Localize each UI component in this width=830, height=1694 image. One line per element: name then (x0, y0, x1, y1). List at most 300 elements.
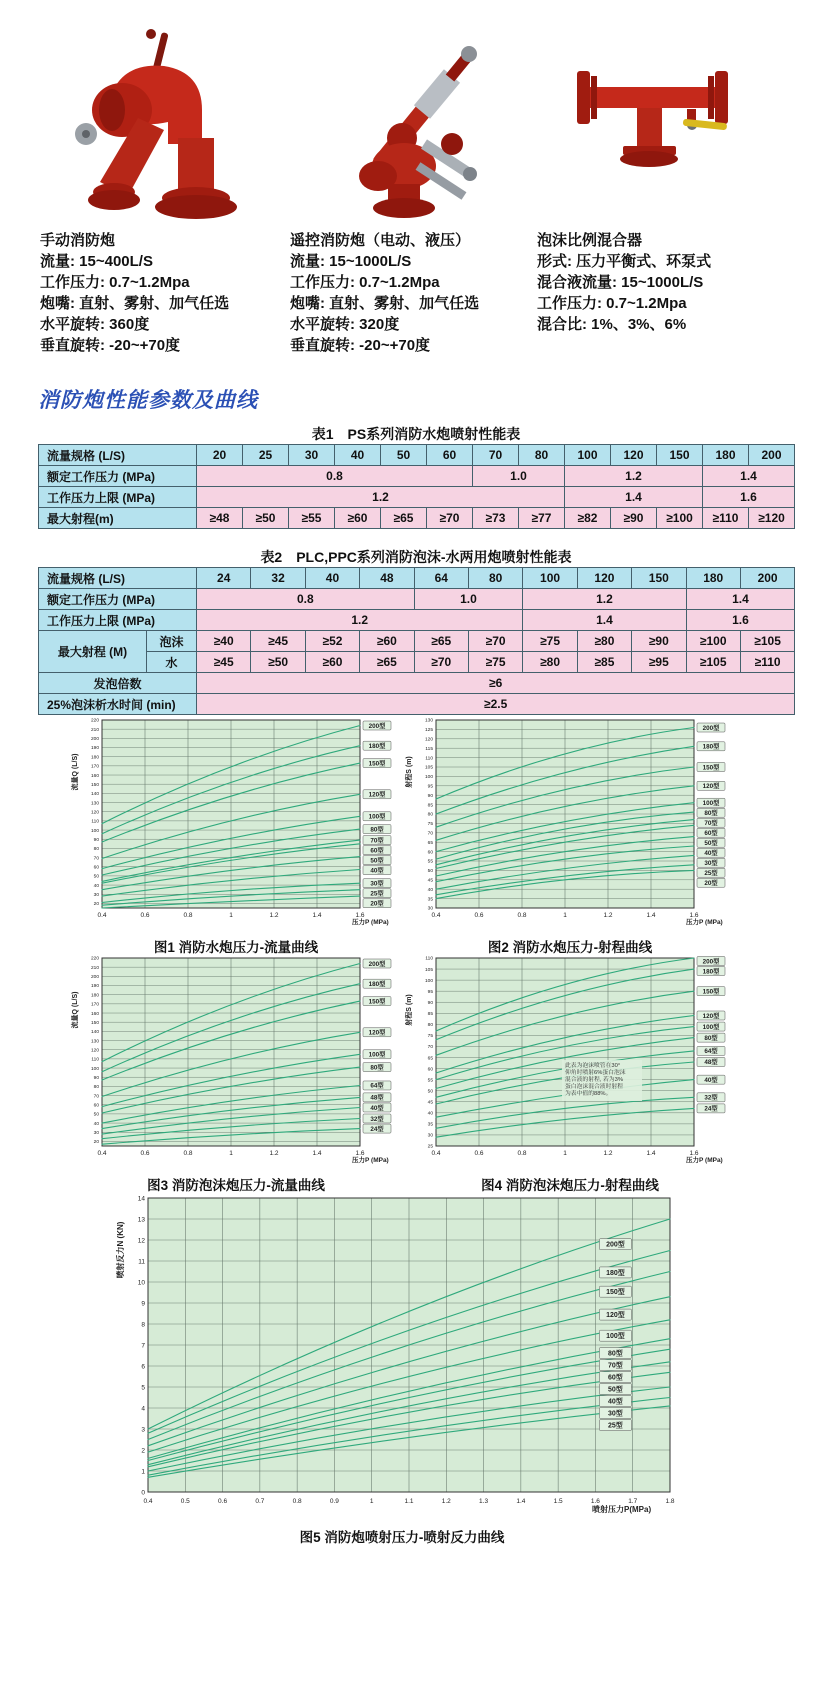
table-cell: ≥45 (251, 631, 305, 652)
table-cell: 25 (243, 445, 289, 466)
y-tick-label: 13 (137, 1216, 145, 1224)
table-cell: ≥48 (197, 508, 243, 529)
series-label: 64型 (370, 1082, 384, 1090)
x-tick-label: 1 (229, 912, 233, 919)
row-label: 额定工作压力 (MPa) (39, 466, 197, 487)
y-tick-label: 130 (424, 718, 433, 724)
y-tick-label: 8 (141, 1321, 145, 1329)
product-spec-line: 水平旋转: 320度 (290, 316, 400, 333)
series-label: 50型 (608, 1386, 623, 1394)
remote-fire-monitor-photo (290, 22, 538, 230)
series-label: 150型 (368, 760, 386, 768)
table-cell: ≥60 (305, 652, 359, 673)
table-row (39, 445, 795, 466)
table-cell: ≥73 (473, 508, 519, 529)
annotation-line: 此表为泡沫喷管在30° (565, 1063, 621, 1070)
y-tick-label: 180 (90, 993, 99, 999)
y-tick-label: 150 (90, 1020, 99, 1026)
y-tick-label: 40 (427, 1111, 433, 1117)
y-tick-label: 11 (138, 1258, 145, 1266)
table-cell: ≥100 (686, 631, 740, 652)
y-tick-label: 150 (90, 782, 99, 788)
y-tick-label: 30 (427, 906, 433, 912)
y-tick-label: 60 (427, 850, 433, 856)
series-label: 40型 (704, 849, 718, 857)
fig5-plot (112, 1188, 692, 1518)
series-label: 60型 (608, 1374, 623, 1382)
product-spec-line: 水平旋转: 360度 (40, 316, 150, 333)
table-cell: 80 (468, 568, 522, 589)
table-cell: ≥60 (360, 631, 414, 652)
manual-fire-monitor-photo (40, 22, 288, 230)
table-cell: ≥70 (427, 508, 473, 529)
x-tick-label: 1.2 (269, 912, 279, 919)
product-spec-line: 流量: 15~400L/S (40, 253, 153, 270)
y-tick-label: 110 (425, 956, 433, 962)
table-cell: ≥6 (197, 673, 795, 694)
fig1-caption: 图1 消防水炮压力-流量曲线 (153, 940, 319, 955)
table-cell: ≥85 (577, 652, 631, 673)
y-tick-label: 4 (141, 1405, 145, 1413)
x-tick-label: 0.6 (474, 912, 484, 919)
y-tick-label: 5 (141, 1384, 145, 1392)
y-axis-label: 射程S (m) (406, 756, 413, 788)
row-label: 发泡倍数 (39, 673, 197, 694)
x-tick-label: 1 (563, 1150, 567, 1157)
figure-1 (66, 714, 406, 956)
y-tick-label: 1 (141, 1468, 145, 1476)
series-label: 64型 (704, 1048, 718, 1056)
y-tick-label: 90 (427, 1000, 433, 1006)
x-tick-label: 0.6 (218, 1498, 228, 1505)
table-row (39, 487, 795, 508)
product-specs (40, 251, 288, 356)
table-cell: 1.2 (523, 589, 686, 610)
product-spec-line: 形式: 压力平衡式、环泵式 (537, 253, 712, 270)
series-label: 180型 (368, 980, 386, 988)
series-label: 60型 (370, 847, 384, 855)
y-tick-label: 35 (427, 1122, 433, 1128)
y-axis-label: 射程S (m) (406, 994, 413, 1026)
series-label: 120型 (702, 1012, 720, 1020)
y-tick-label: 100 (90, 828, 99, 834)
table-cell: 0.8 (197, 466, 473, 487)
table-cell: ≥65 (414, 631, 468, 652)
x-tick-label: 1.2 (603, 912, 613, 919)
series-label: 180型 (702, 743, 720, 751)
table-cell: 48 (360, 568, 414, 589)
x-tick-label: 1.5 (553, 1498, 563, 1505)
table-cell: ≥2.5 (197, 694, 795, 715)
product-specs (537, 251, 785, 335)
y-tick-label: 200 (90, 737, 99, 743)
series-label: 70型 (370, 837, 384, 845)
y-tick-label: 140 (90, 792, 99, 798)
table-row (39, 589, 795, 610)
row-label: 额定工作压力 (MPa) (39, 589, 197, 610)
row-label: 25%泡沫析水时间 (min) (39, 694, 197, 715)
table-cell: ≥52 (305, 631, 359, 652)
section-title: 消防炮性能参数及曲线 (38, 389, 258, 412)
table-cell: 1.0 (473, 466, 565, 487)
table-cell: ≥50 (251, 652, 305, 673)
table-cell: 1.2 (197, 487, 565, 508)
table-cell: ≥60 (335, 508, 381, 529)
table-cell: ≥70 (468, 631, 522, 652)
y-tick-label: 90 (93, 1075, 99, 1081)
y-tick-label: 120 (90, 810, 99, 816)
table-row (39, 673, 795, 694)
x-tick-label: 1.7 (628, 1498, 638, 1505)
x-tick-label: 0.5 (180, 1498, 190, 1505)
x-axis-label: 喷射压力P(MPa) (592, 1505, 652, 1514)
row-label: 流量规格 (L/S) (39, 568, 197, 589)
x-tick-label: 1.6 (689, 912, 699, 919)
x-tick-label: 1.2 (441, 1498, 451, 1505)
y-tick-label: 65 (427, 840, 433, 846)
annotation-line: 蛋白泡沫混合液时射程 (565, 1084, 623, 1091)
y-tick-label: 80 (93, 1085, 99, 1091)
figure-4 (400, 952, 740, 1194)
table-cell: 1.6 (686, 610, 795, 631)
fig3-caption: 图3 消防泡沫炮压力-流量曲线 (147, 1178, 325, 1193)
annotation-line: 仰角时喷射6%蛋白泡沫 (565, 1070, 626, 1077)
series-label: 40型 (608, 1398, 623, 1406)
y-tick-label: 100 (424, 775, 433, 781)
row-label: 流量规格 (L/S) (39, 445, 197, 466)
x-tick-label: 0.9 (329, 1498, 339, 1505)
table-cell: 1.2 (565, 466, 703, 487)
series-label: 80型 (370, 1064, 384, 1072)
x-tick-label: 0.8 (292, 1498, 302, 1505)
y-tick-label: 100 (424, 978, 433, 984)
table-row (39, 610, 795, 631)
table-cell: 200 (749, 445, 795, 466)
series-label: 150型 (702, 764, 720, 772)
table-cell: 0.8 (197, 589, 415, 610)
series-label: 150型 (702, 988, 720, 996)
y-tick-label: 50 (93, 1112, 99, 1118)
table-cell: 200 (740, 568, 794, 589)
table-row (39, 508, 795, 529)
table-cell: ≥110 (740, 652, 794, 673)
series-label: 40型 (704, 1076, 718, 1084)
table-cell: 40 (305, 568, 359, 589)
y-tick-label: 20 (93, 1140, 99, 1146)
y-tick-label: 200 (90, 975, 99, 981)
series-label: 60型 (704, 829, 718, 837)
table-cell: ≥50 (243, 508, 289, 529)
table-cell: 30 (289, 445, 335, 466)
y-tick-label: 3 (141, 1426, 145, 1434)
series-label: 40型 (370, 867, 384, 875)
x-tick-label: 0.6 (474, 1150, 484, 1157)
series-label: 25型 (704, 869, 718, 877)
y-tick-label: 120 (90, 1048, 99, 1054)
x-tick-label: 1.2 (269, 1150, 279, 1157)
table-row (39, 652, 795, 673)
y-tick-label: 55 (427, 1078, 433, 1084)
table-cell: ≥45 (197, 652, 251, 673)
table-cell: 70 (473, 445, 519, 466)
y-tick-label: 120 (424, 737, 433, 743)
y-tick-label: 95 (427, 784, 433, 790)
y-tick-label: 210 (90, 965, 99, 971)
x-tick-label: 1.4 (516, 1498, 526, 1505)
y-tick-label: 9 (141, 1300, 145, 1308)
series-label: 80型 (704, 809, 718, 817)
foam-proportioner-photo (537, 22, 785, 230)
y-tick-label: 80 (427, 812, 433, 818)
y-tick-label: 12 (137, 1237, 145, 1245)
series-label: 32型 (370, 1115, 384, 1123)
table-cell: ≥75 (523, 631, 577, 652)
y-tick-label: 130 (90, 1039, 99, 1045)
y-tick-label: 30 (93, 1130, 99, 1136)
x-tick-label: 0.4 (431, 912, 441, 919)
series-label: 50型 (370, 857, 384, 865)
series-label: 120型 (606, 1312, 625, 1320)
product-spec-line: 炮嘴: 直射、雾射、加气任选 (290, 295, 480, 312)
series-label: 48型 (704, 1059, 718, 1067)
y-tick-label: 65 (427, 1056, 433, 1062)
product-specs (290, 251, 538, 356)
foam-proportioner-drawing (549, 51, 774, 201)
y-tick-label: 0 (141, 1489, 145, 1497)
y-tick-label: 50 (427, 1089, 433, 1095)
table-cell: ≥80 (577, 631, 631, 652)
fig4-plot (400, 952, 740, 1166)
table-cell: ≥65 (360, 652, 414, 673)
y-tick-label: 35 (427, 897, 433, 903)
series-label: 24型 (704, 1105, 718, 1113)
y-tick-label: 190 (90, 984, 99, 990)
table-cell: ≥70 (414, 652, 468, 673)
y-tick-label: 90 (93, 837, 99, 843)
table-cell: 100 (523, 568, 577, 589)
x-tick-label: 1.4 (312, 1150, 322, 1157)
x-tick-label: 1.3 (479, 1498, 489, 1505)
table-cell: 32 (251, 568, 305, 589)
y-tick-label: 7 (141, 1342, 145, 1350)
y-axis-label: 喷射反力N (KN) (116, 1221, 125, 1279)
table-cell: 1.4 (686, 589, 795, 610)
x-tick-label: 1.2 (603, 1150, 613, 1157)
fig4-caption: 图4 消防泡沫炮压力-射程曲线 (481, 1178, 659, 1193)
product-card-1 (40, 22, 288, 356)
series-label: 100型 (368, 1051, 386, 1059)
fig5-caption: 图5 消防炮喷射压力-喷射反力曲线 (299, 1530, 505, 1545)
y-tick-label: 60 (93, 865, 99, 871)
series-label: 100型 (368, 813, 386, 821)
x-tick-label: 0.8 (183, 1150, 193, 1157)
table2-wrap (38, 567, 794, 715)
series-label: 40型 (370, 1104, 384, 1112)
x-tick-label: 1 (229, 1150, 233, 1157)
series-label: 32型 (704, 1094, 718, 1102)
fig2-plot (400, 714, 740, 928)
series-label: 20型 (370, 900, 384, 908)
table-cell: ≥100 (657, 508, 703, 529)
series-label: 24型 (370, 1125, 384, 1133)
y-tick-label: 60 (427, 1067, 433, 1073)
series-label: 100型 (606, 1333, 625, 1341)
annotation-line: 混合液的射程, 若为3% (565, 1077, 623, 1084)
y-tick-label: 125 (424, 728, 433, 734)
table-cell: ≥82 (565, 508, 611, 529)
table-cell: ≥90 (611, 508, 657, 529)
table-cell: 80 (519, 445, 565, 466)
y-tick-label: 70 (427, 1045, 433, 1051)
row-label: 工作压力上限 (MPa) (39, 610, 197, 631)
series-label: 25型 (608, 1422, 623, 1430)
y-tick-label: 210 (90, 727, 99, 733)
y-tick-label: 105 (424, 765, 433, 771)
figure-2 (400, 714, 740, 956)
x-tick-label: 0.6 (140, 912, 150, 919)
x-tick-label: 1.6 (590, 1498, 600, 1505)
table-row (39, 466, 795, 487)
y-tick-label: 55 (427, 859, 433, 865)
series-label: 200型 (702, 958, 720, 966)
product-name: 手动消防炮 (40, 232, 116, 249)
x-tick-label: 1 (369, 1498, 374, 1505)
y-tick-label: 75 (427, 822, 433, 828)
y-tick-label: 160 (90, 1011, 99, 1017)
table-row (39, 694, 795, 715)
remote-fire-monitor-drawing (302, 26, 527, 226)
table-cell: 1.4 (703, 466, 795, 487)
y-tick-label: 30 (427, 1133, 433, 1139)
table-cell: ≥105 (686, 652, 740, 673)
product-card-3 (537, 22, 785, 335)
x-tick-label: 1.6 (355, 912, 365, 919)
table-cell: 120 (577, 568, 631, 589)
series-label: 80型 (370, 826, 384, 834)
y-tick-label: 110 (425, 756, 433, 762)
table2 (38, 567, 795, 715)
y-tick-label: 130 (90, 801, 99, 807)
product-spec-line: 流量: 15~1000L/S (290, 253, 412, 270)
series-label: 70型 (704, 819, 718, 827)
x-tick-label: 1.6 (355, 1150, 365, 1157)
x-axis-label: 压力P (MPa) (686, 1157, 723, 1164)
table-cell: 1.2 (197, 610, 523, 631)
series-label: 200型 (368, 960, 386, 968)
series-label: 100型 (702, 799, 720, 807)
series-label: 30型 (704, 859, 718, 867)
series-label: 80型 (704, 1034, 718, 1042)
table-cell: ≥55 (289, 508, 335, 529)
table-cell: ≥120 (749, 508, 795, 529)
table1-wrap (38, 444, 794, 529)
series-label: 150型 (606, 1289, 625, 1297)
row-label: 最大射程(m) (39, 508, 197, 529)
product-card-2 (290, 22, 538, 356)
y-tick-label: 14 (137, 1195, 145, 1203)
x-tick-label: 0.8 (517, 912, 527, 919)
x-tick-label: 0.8 (183, 912, 193, 919)
series-label: 20型 (704, 879, 718, 887)
x-tick-label: 1.6 (689, 1150, 699, 1157)
table-cell: 180 (686, 568, 740, 589)
series-label: 25型 (370, 890, 384, 898)
x-tick-label: 1.4 (312, 912, 322, 919)
y-tick-label: 50 (93, 874, 99, 880)
product-spec-line: 炮嘴: 直射、雾射、加气任选 (40, 295, 230, 312)
series-label: 180型 (702, 968, 720, 976)
table-cell: 20 (197, 445, 243, 466)
y-tick-label: 105 (424, 967, 433, 973)
series-label: 30型 (608, 1410, 623, 1418)
row-label: 最大射程 (M) (39, 631, 147, 673)
y-tick-label: 160 (90, 773, 99, 779)
x-axis-label: 压力P (MPa) (686, 919, 723, 926)
table1 (38, 444, 795, 529)
y-tick-label: 40 (93, 883, 99, 889)
table-cell: 1.4 (523, 610, 686, 631)
table-row (39, 631, 795, 652)
y-tick-label: 40 (93, 1121, 99, 1127)
table1-caption: 表1 PS系列消防水炮喷射性能表 (311, 426, 521, 442)
series-label: 200型 (702, 724, 720, 732)
x-tick-label: 1.8 (665, 1498, 675, 1505)
y-tick-label: 110 (91, 819, 99, 825)
y-tick-label: 90 (427, 793, 433, 799)
y-tick-label: 75 (427, 1034, 433, 1040)
y-tick-label: 140 (90, 1030, 99, 1036)
y-tick-label: 10 (137, 1279, 145, 1287)
series-label: 120型 (368, 1029, 386, 1037)
manual-fire-monitor-drawing (52, 26, 277, 226)
y-tick-label: 180 (90, 755, 99, 761)
series-label: 100型 (702, 1023, 720, 1031)
product-name: 遥控消防炮（电动、液压） (290, 232, 471, 249)
row-label: 工作压力上限 (MPa) (39, 487, 197, 508)
series-label: 50型 (704, 839, 718, 847)
y-tick-label: 170 (90, 1002, 99, 1008)
series-label: 80型 (608, 1350, 623, 1358)
y-tick-label: 2 (141, 1447, 145, 1455)
y-tick-label: 45 (427, 878, 433, 884)
y-tick-label: 50 (427, 869, 433, 875)
product-spec-line: 混合比: 1%、3%、6% (537, 316, 687, 333)
y-axis-label: 流量Q (L/S) (72, 991, 79, 1029)
y-tick-label: 220 (90, 718, 99, 724)
y-tick-label: 70 (93, 1094, 99, 1100)
series-label: 30型 (370, 880, 384, 888)
table-cell: 1.6 (703, 487, 795, 508)
series-label: 200型 (368, 722, 386, 730)
table-cell: 50 (381, 445, 427, 466)
product-spec-line: 混合液流量: 15~1000L/S (537, 274, 704, 291)
series-label: 150型 (368, 998, 386, 1006)
y-tick-label: 85 (427, 1012, 433, 1018)
table-cell: ≥65 (381, 508, 427, 529)
y-tick-label: 170 (90, 764, 99, 770)
table-cell: ≥80 (523, 652, 577, 673)
y-tick-label: 25 (427, 1144, 433, 1150)
table-cell: 150 (657, 445, 703, 466)
table-cell: 64 (414, 568, 468, 589)
y-tick-label: 60 (93, 1103, 99, 1109)
y-tick-label: 80 (93, 847, 99, 853)
table-cell: 180 (703, 445, 749, 466)
table-cell: 40 (335, 445, 381, 466)
table-cell: 1.0 (414, 589, 523, 610)
y-tick-label: 70 (427, 831, 433, 837)
table-cell: ≥105 (740, 631, 794, 652)
